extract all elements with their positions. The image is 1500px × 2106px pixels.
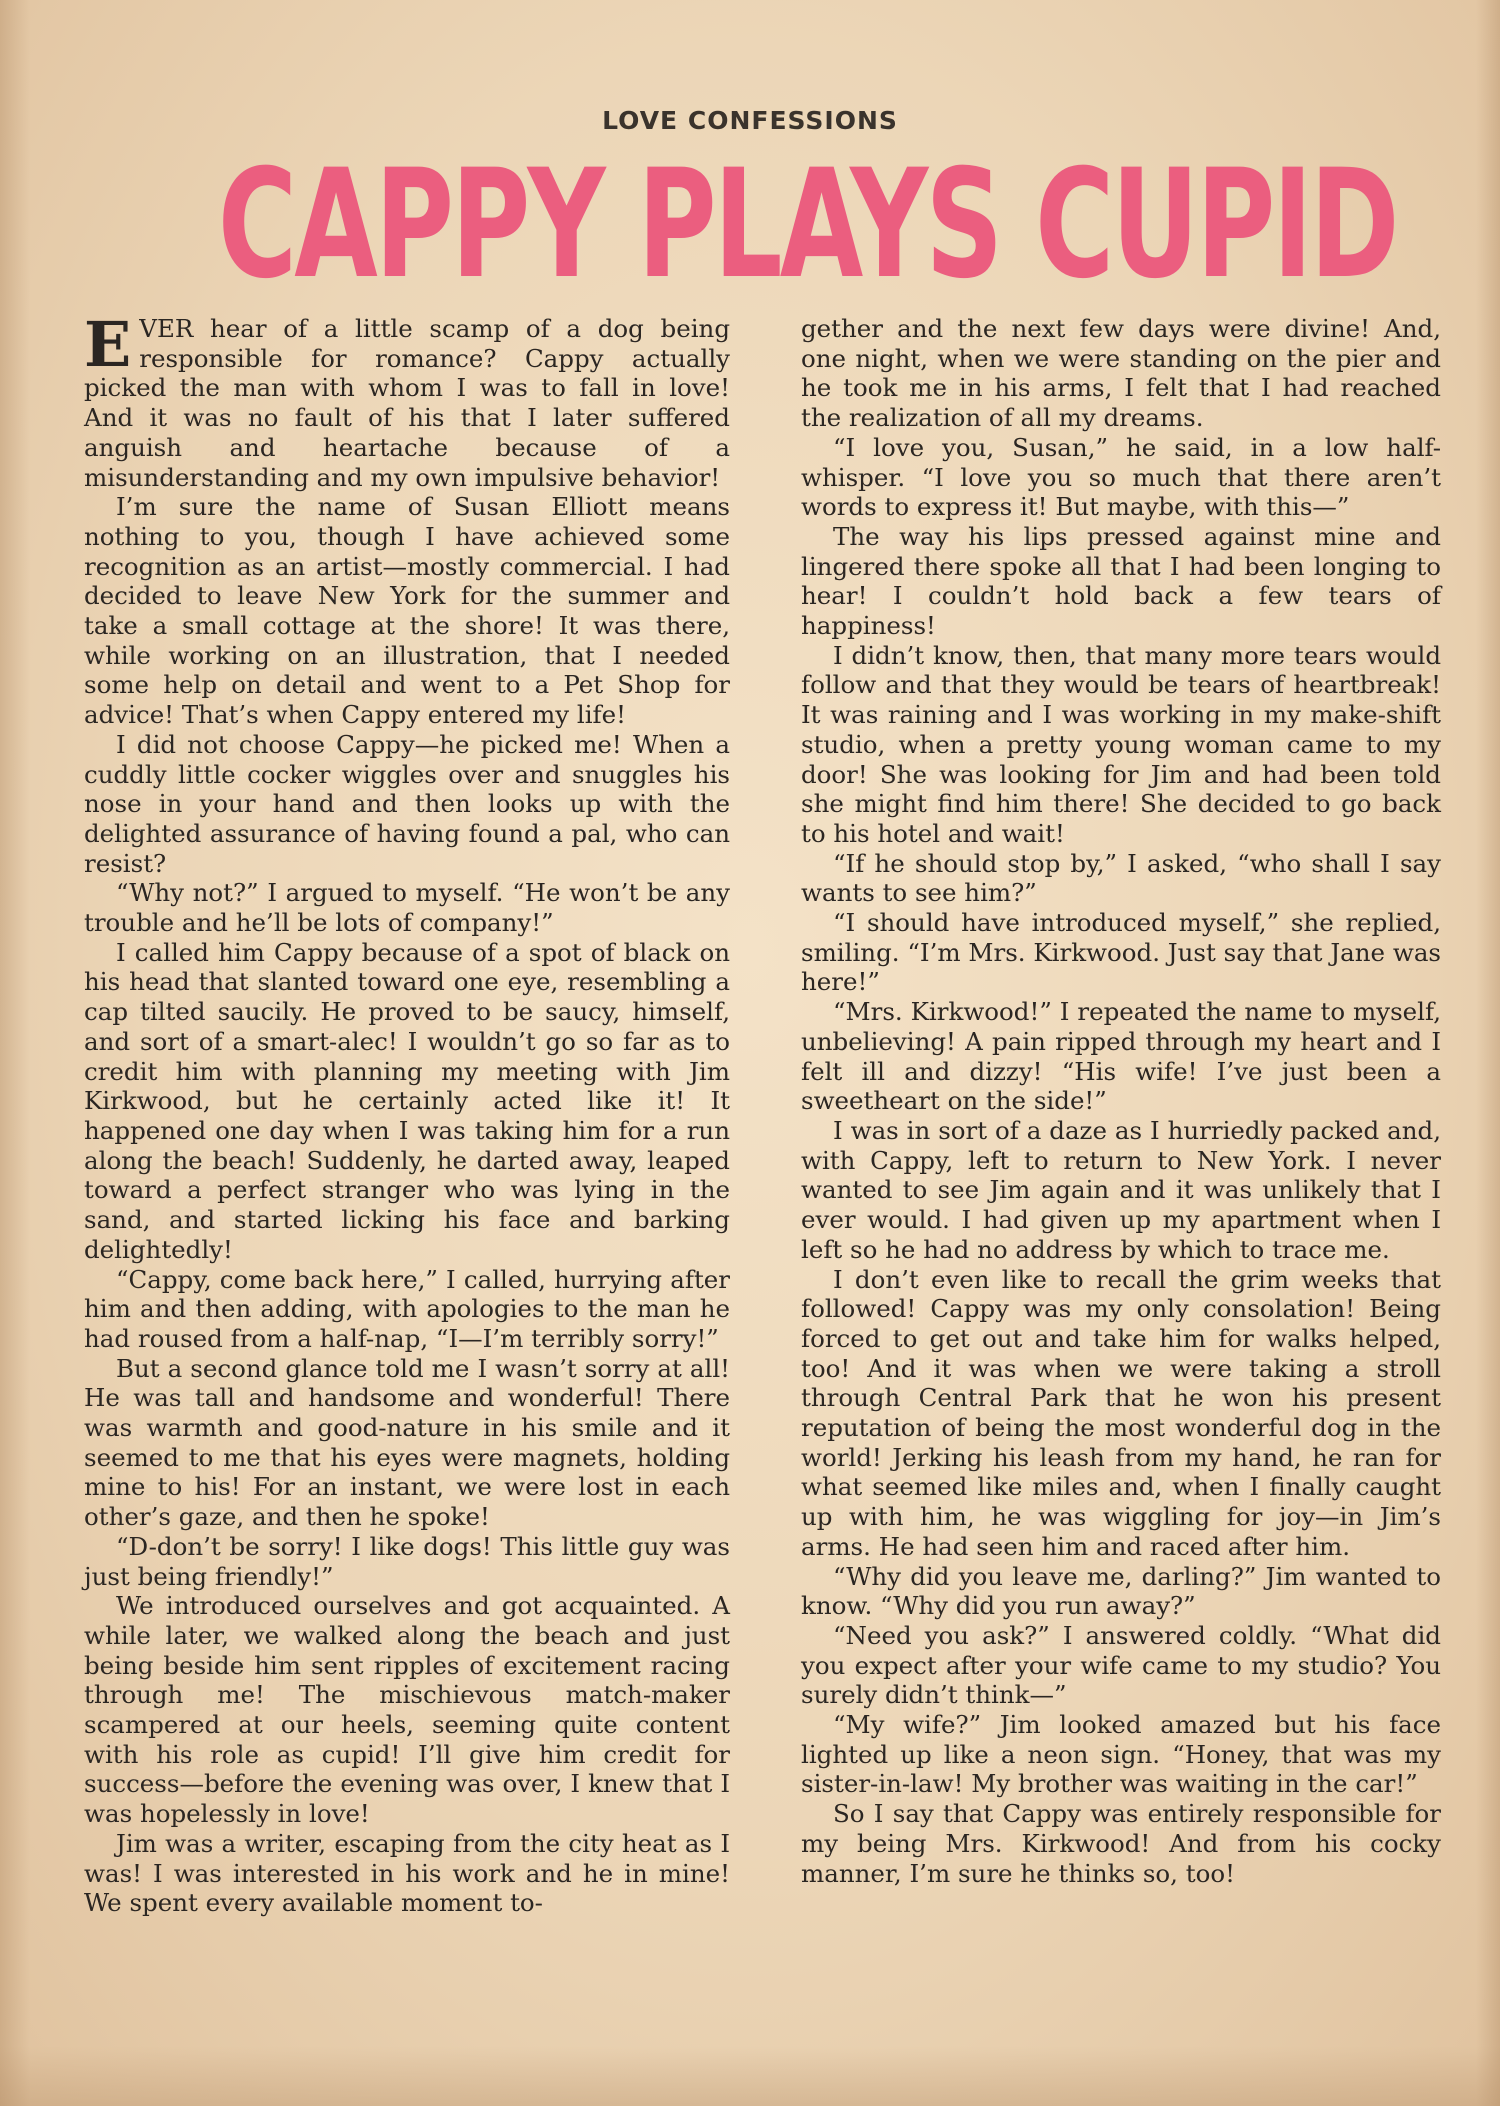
paragraph: But a second glance told me I wasn’t sorry at all! He was tall and handsome and wonderful! There was warmth and good-nature in his smile and it seemed to me that his eyes were magnets, holding mine to his! For an instant, we were lost in each other’s gaze, and then he spoke! (84, 1353, 730, 1532)
page-edge-shadow-bottom (0, 2046, 1500, 2106)
paragraph: “Why not?” I argued to myself. “He won’t be any trouble and he’ll be lots of company!” (84, 878, 730, 938)
paragraph (84, 308, 730, 492)
page-edge-shadow-left (0, 0, 30, 2106)
page-edge-shadow-right (1476, 0, 1500, 2106)
paragraph: Jim was a writer, escaping from the city heat as I was! I was interested in his work and he in mine! We spent every available moment to- (84, 1828, 730, 1918)
paragraph: “I love you, Susan,” he said, in a low half-whisper. “I love you so much that there aren’t words to express it! But maybe, with this—” (801, 432, 1441, 522)
paragraph: “If he should stop by,” I asked, “who shall I say wants to see him?” (801, 848, 1441, 908)
paragraph: “Why did you leave me, darling?” Jim wanted to know. “Why did you run away?” (801, 1561, 1441, 1621)
story-title: CAPPY PLAYS CUPID (217, 138, 1397, 312)
paragraph: “My wife?” Jim looked amazed but his face lighted up like a neon sign. “Honey, that was my sister-in-law! My brother was waiting in the car!” (801, 1710, 1441, 1799)
paragraph: “D-don’t be sorry! I like dogs! This little guy was just being friendly!” (84, 1531, 730, 1591)
magazine-name: LOVE CONFESSIONS (602, 106, 898, 135)
paragraph: I called him Cappy because of a spot of black on his head that slanted toward one eye, resembling a cap tilted saucily. He proved to be saucy, himself, and sort of a smart-alec! I wouldn’t go so far as to credit him with planning my meeting with Jim Kirkwood, but he certainly acted like it! It happened one day when I was taking him for a run along the beach! Suddenly, he darted away, leaped toward a perfect stranger who was lying in the sand, and started licking his face and barking delightedly! (84, 937, 730, 1264)
paragraph: “Cappy, come back here,” I called, hurrying after him and then adding, with apologies to the man he had roused from a half-nap, “I—I’m terribly sorry!” (84, 1264, 730, 1353)
paragraph-text: VER hear of a little scamp of a dog being responsible for romance? Cappy actually picked the man with whom I was to fall in love! And it was no fault of his that I later suffered anguish and heartache because of a misunderstanding and my own impulsive behavior! (84, 314, 730, 492)
right-text-column (801, 314, 1441, 1888)
paragraph: I’m sure the name of Susan Elliott means nothing to you, though I have achieved some recognition as an artist—mostly commercial. I had decided to leave New York for the summer and take a small cottage at the shore! It was there, while working on an illustration, that I needed some help on detail and went to a Pet Shop for advice! That’s when Cappy entered my life! (84, 492, 730, 730)
paragraph: I did not choose Cappy—he picked me! When a cuddly little cocker wiggles over and snuggles his nose in your hand and then looks up with the delighted assurance of having found a pal, who can resist? (84, 729, 730, 878)
left-text-column (84, 308, 730, 1918)
paragraph: The way his lips pressed against mine and lingered there spoke all that I had been longing to hear! I couldn’t hold back a few tears of happiness! (801, 521, 1441, 641)
drop-cap: E (84, 308, 132, 381)
paragraph: I don’t even like to recall the grim weeks that followed! Cappy was my only consolation! Being forced to get out and take him for walks helped, too! And it was when we were taking a stroll through Central Park that he won his present reputation of being the most wonderful dog in the world! Jerking his leash from my hand, he ran for what seemed like miles and, when I finally caught up with him, he was wiggling for joy—in Jim’s arms. He had seen him and raced after him. (801, 1264, 1441, 1561)
paragraph: “Need you ask?” I answered coldly. “What did you expect after your wife came to my studio? You surely didn’t think—” (801, 1620, 1441, 1710)
paragraph: “Mrs. Kirkwood!” I repeated the name to myself, unbelieving! A pain ripped through my heart and I felt ill and dizzy! “His wife! I’ve just been a sweetheart on the side!” (801, 997, 1441, 1116)
paragraph: So I say that Cappy was entirely responsible for my being Mrs. Kirkwood! And from his cocky manner, I’m sure he thinks so, too! (801, 1799, 1441, 1888)
paragraph: I didn’t know, then, that many more tears would follow and that they would be tears of heartbreak! It was raining and I was working in my make-shift studio, when a pretty young woman came to my door! She was looking for Jim and had been told she might find him there! She decided to go back to his hotel and wait! (801, 640, 1441, 848)
paragraph: I was in sort of a daze as I hurriedly packed and, with Cappy, left to return to New York. I never wanted to see Jim again and it was unlikely that I ever would. I had given up my apartment when I left so he had no address by which to trace me. (801, 1115, 1441, 1264)
paragraph: “I should have introduced myself,” she replied, smiling. “I’m Mrs. Kirkwood. Just say that Jane was here!” (801, 908, 1441, 997)
paragraph: We introduced ourselves and got acquainted. A while later, we walked along the beach and just being beside him sent ripples of excitement racing through me! The mischievous match-maker scampered at our heels, seeming quite content with his role as cupid! I’ll give him credit for success—before the evening was over, I knew that I was hopelessly in love! (84, 1591, 730, 1829)
paragraph-continued: gether and the next few days were divine! And, one night, when we were standing on the pier and he took me in his arms, I felt that I had reached the realization of all my dreams. (801, 314, 1441, 433)
